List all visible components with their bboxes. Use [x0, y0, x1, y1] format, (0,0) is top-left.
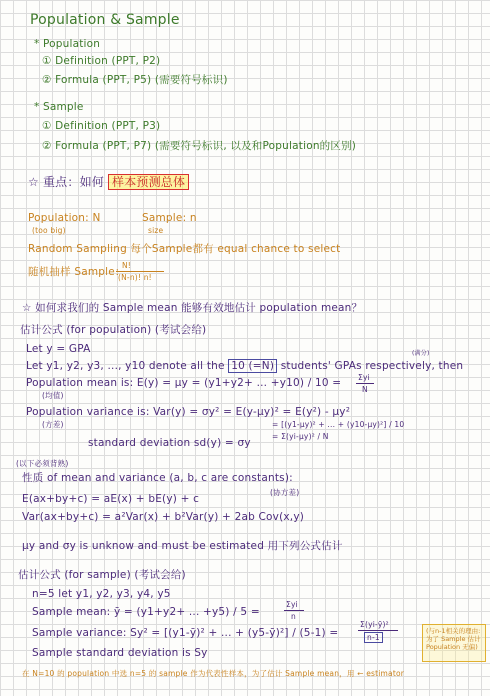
sample-formula-heading: 估计公式 (for sample) (考试会给) [18, 569, 186, 581]
population-definition: ① Definition (PPT, P2) [42, 55, 161, 67]
population-size-box: 10 (=N) [228, 359, 277, 373]
memorize-note: (以下必须背熟) [16, 459, 69, 468]
sampling-count-numerator: N! [122, 261, 132, 270]
sample-size-note: size [148, 226, 164, 235]
sample-mean: Sample mean: ȳ = (y1+y2+ ... +y5) / 5 = [32, 606, 260, 618]
students-gpa-text-a: Let y1, y2, y3, ..., y10 denote all the [26, 360, 225, 372]
sample-mean-numerator: Σyi [286, 600, 298, 609]
population-variance: Population variance is: Var(y) = σy² = E(y-μy)² = E(y²) - μy² [26, 406, 351, 418]
key-point-label: ☆ 重点：如何 [28, 175, 104, 189]
students-gpa-line [26, 360, 463, 373]
key-point [28, 175, 189, 189]
n-minus-one-side-note: (与n-1相关的理由: 为了 Sample 估计 Population 无偏) [422, 624, 486, 662]
sampling-count-label: 随机抽样 Sample： [28, 266, 126, 278]
variance-expansion: = [(y1-μy)² + ... + (y10-μy)²] / 10 [272, 420, 405, 429]
expectation-property: E(ax+by+c) = aE(x) + bE(y) + c [22, 493, 200, 505]
sample-let-line: n=5 let y1, y2, y3, y4, y5 [32, 588, 171, 600]
sample-variance-divider [358, 630, 398, 631]
mean-note: (均值) [42, 391, 64, 400]
standard-deviation: standard deviation sd(y) = σy [88, 437, 251, 449]
sample-heading: * Sample [34, 101, 84, 113]
students-gpa-text-b: students' GPAs respectively, then [280, 360, 464, 372]
variance-property: Var(ax+by+c) = a²Var(x) + b²Var(y) + 2ab Cov(x,y) [22, 511, 305, 523]
population-formula: ② Formula (PPT, P5) (需要符号标识) [42, 74, 228, 86]
random-sampling: Random Sampling 每个Sample都有 equal chance to select [28, 243, 341, 255]
sample-mean-denominator: n [291, 612, 296, 621]
sample-size-label: Sample: n [142, 212, 197, 224]
unknown-parameters: μy and σy is unknow and must be estimated 用下列公式估计 [22, 540, 343, 552]
population-mean-divider [356, 383, 374, 384]
variance-note: (方差) [42, 420, 64, 429]
sample-variance-numerator: Σ(yi-ȳ)² [360, 620, 389, 629]
population-size-note: (too big) [32, 226, 66, 235]
estimator-note: 在 N=10 的 population 中选 n=5 的 sample 作为代表性样本，为了估计 Sample mean，用 ← estimator [22, 669, 405, 678]
let-gpa: Let y = GPA [26, 343, 91, 355]
key-question: ☆ 如何求我们的 Sample mean 能够有效地估计 population mean？ [22, 302, 363, 314]
population-mean-numerator: Σyi [358, 373, 370, 382]
sample-formula: ② Formula (PPT, P7) (需要符号标识, 以及和Population的区别) [42, 140, 357, 152]
sample-definition: ① Definition (PPT, P3) [42, 120, 161, 132]
sampling-count-denominator: (N-n)! n! [118, 273, 152, 282]
mean-variance-properties: 性质 of mean and variance (a, b, c are constants): [22, 472, 293, 484]
key-point-boxed: 样本预测总体 [108, 174, 189, 190]
sample-variance-denominator: n-1 [364, 632, 383, 643]
population-mean: Population mean is: E(y) = μy = (y1+y2+ ... +y10) / 10 = [26, 377, 342, 389]
variance-expansion-summation: = Σ(yi-μy)² / N [272, 432, 329, 441]
sample-standard-deviation: Sample standard deviation is Sy [32, 647, 208, 659]
full-score-note: (满分) [412, 350, 430, 357]
population-size-label: Population: N [28, 212, 101, 224]
sample-mean-divider [284, 610, 304, 611]
sampling-count-divider [116, 271, 164, 272]
population-formula-heading: 估计公式 (for population) (考试会给) [20, 324, 207, 336]
population-heading: * Population [34, 38, 101, 50]
covariance-note: (协方差) [270, 488, 300, 497]
sample-variance: Sample variance: Sy² = [(y1-ȳ)² + ... + (y5-ȳ)²] / (5-1) = [32, 627, 339, 639]
page-title: Population & Sample [30, 12, 180, 28]
population-mean-denominator: N [362, 385, 368, 394]
